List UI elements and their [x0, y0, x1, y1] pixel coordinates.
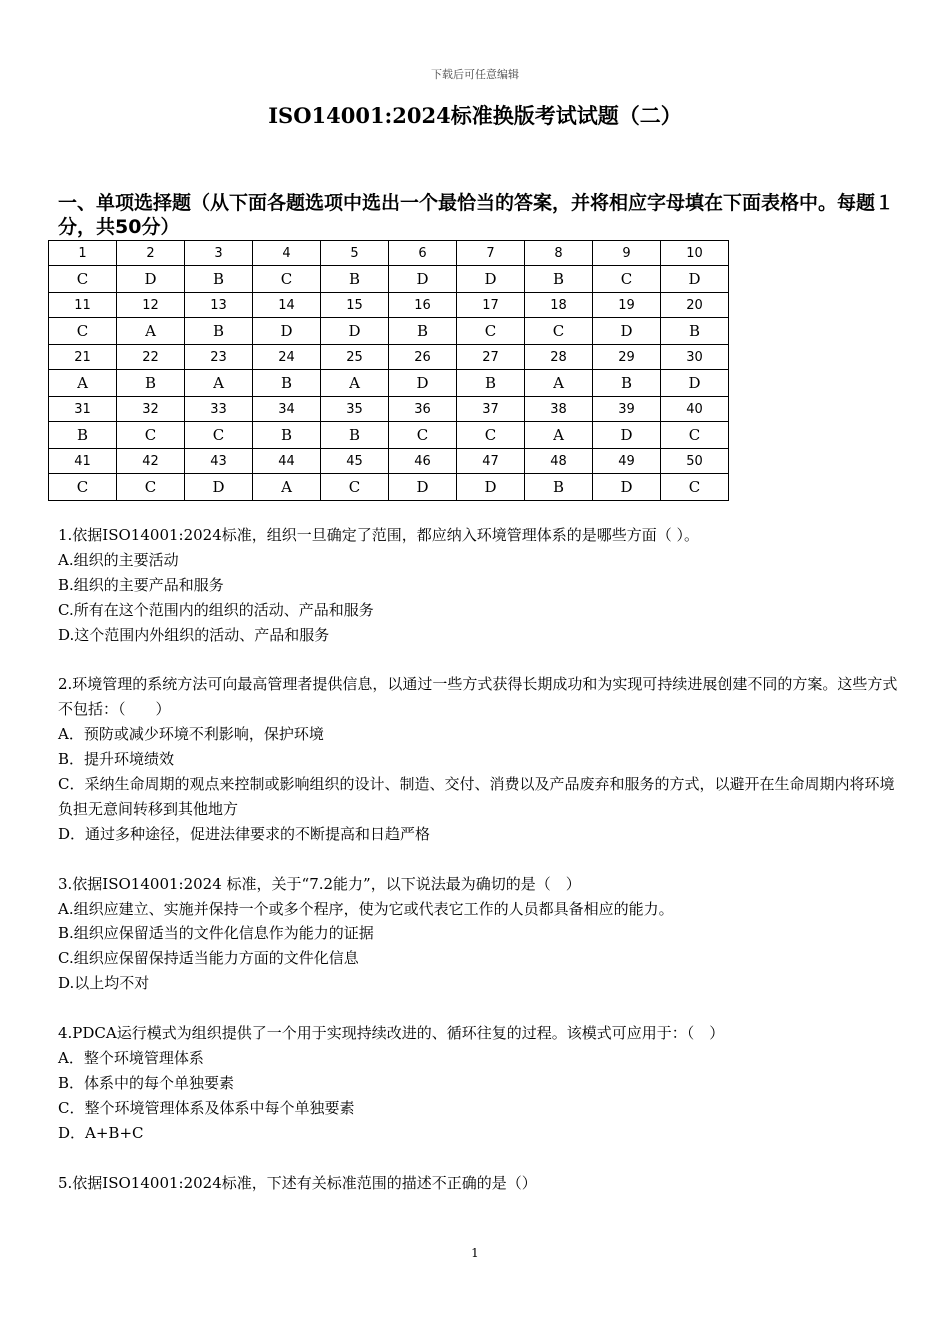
question-option: B．提升环境绩效: [58, 750, 175, 769]
question-number-cell: 29: [593, 345, 661, 370]
question-stem: 4.PDCA运行模式为组织提供了一个用于实现持续改进的、循环往复的过程。该模式可应用于：（ ）: [58, 1024, 725, 1043]
question-number-cell: 35: [321, 397, 389, 422]
question-number-cell: 19: [593, 293, 661, 318]
question-number-cell: 14: [253, 293, 321, 318]
question-item: [58, 523, 898, 648]
answer-table-answer-row: [49, 318, 729, 345]
question-number-cell: 48: [525, 449, 593, 474]
question-list: [58, 523, 898, 1220]
answer-cell: A: [185, 370, 253, 397]
question-number-cell: 11: [49, 293, 117, 318]
answer-cell: C: [661, 474, 729, 501]
question-number-cell: 20: [661, 293, 729, 318]
question-option: A．预防或减少环境不利影响，保护环境: [58, 725, 324, 744]
question-option: B.组织的主要产品和服务: [58, 575, 224, 594]
answer-cell: B: [389, 318, 457, 345]
question-number-cell: 28: [525, 345, 593, 370]
answer-table-number-row: [49, 241, 729, 266]
answer-cell: B: [117, 370, 185, 397]
question-number-cell: 10: [661, 241, 729, 266]
answer-table-number-row: [49, 449, 729, 474]
question-number-cell: 13: [185, 293, 253, 318]
answer-cell: B: [593, 370, 661, 397]
answer-cell: D: [321, 318, 389, 345]
question-option: A．整个环境管理体系: [58, 1048, 204, 1067]
question-item: [58, 1171, 898, 1196]
question-number-cell: 42: [117, 449, 185, 474]
answer-cell: D: [661, 266, 729, 293]
question-number-cell: 44: [253, 449, 321, 474]
answer-cell: A: [321, 370, 389, 397]
question-number-cell: 21: [49, 345, 117, 370]
question-option: D．通过多种途径，促进法律要求的不断提高和日趋严格: [58, 824, 431, 843]
question-number-cell: 41: [49, 449, 117, 474]
answer-cell: C: [49, 318, 117, 345]
answer-cell: B: [253, 370, 321, 397]
question-number-cell: 4: [253, 241, 321, 266]
question-option: C.组织应保留保持适当能力方面的文件化信息: [58, 949, 359, 968]
answer-table-number-row: [49, 345, 729, 370]
question-number-cell: 24: [253, 345, 321, 370]
question-number-cell: 22: [117, 345, 185, 370]
answer-cell: D: [185, 474, 253, 501]
answer-cell: D: [389, 370, 457, 397]
answer-cell: B: [185, 318, 253, 345]
question-option: D.以上均不对: [58, 974, 150, 993]
question-number-cell: 43: [185, 449, 253, 474]
question-number-cell: 9: [593, 241, 661, 266]
question-number-cell: 31: [49, 397, 117, 422]
question-option: C．采纳生命周期的观点来控制或影响组织的设计、制造、交付、消费以及产品废弃和服务的方式，以避开在生命周期内将环境负担无意间转移到其他地方: [58, 775, 895, 818]
question-option: D．A+B+C: [58, 1123, 144, 1142]
answer-table-answer-row: [49, 370, 729, 397]
question-number-cell: 5: [321, 241, 389, 266]
question-item: [58, 1021, 898, 1146]
question-number-cell: 32: [117, 397, 185, 422]
question-number-cell: 37: [457, 397, 525, 422]
answer-cell: D: [661, 370, 729, 397]
question-option: A.组织的主要活动: [58, 550, 179, 569]
answer-cell: C: [117, 474, 185, 501]
question-number-cell: 17: [457, 293, 525, 318]
answer-cell: D: [457, 474, 525, 501]
question-number-cell: 47: [457, 449, 525, 474]
answer-cell: C: [117, 422, 185, 449]
answer-cell: D: [593, 422, 661, 449]
answer-cell: D: [457, 266, 525, 293]
answer-cell: C: [49, 266, 117, 293]
question-number-cell: 33: [185, 397, 253, 422]
answer-cell: C: [253, 266, 321, 293]
question-number-cell: 16: [389, 293, 457, 318]
question-number-cell: 36: [389, 397, 457, 422]
answer-cell: B: [321, 266, 389, 293]
answer-cell: A: [49, 370, 117, 397]
question-number-cell: 46: [389, 449, 457, 474]
question-number-cell: 6: [389, 241, 457, 266]
question-option: C.所有在这个范围内的组织的活动、产品和服务: [58, 600, 374, 619]
answer-cell: D: [117, 266, 185, 293]
answer-cell: D: [593, 474, 661, 501]
header-note: 下载后可任意编辑: [431, 68, 519, 81]
question-number-cell: 15: [321, 293, 389, 318]
answer-table-answer-row: [49, 266, 729, 293]
question-stem: 5.依据ISO14001:2024标准，下述有关标准范围的描述不正确的是（）: [58, 1173, 537, 1192]
question-number-cell: 49: [593, 449, 661, 474]
question-item: [58, 872, 898, 997]
question-stem: 2.环境管理的系统方法可向最高管理者提供信息，以通过一些方式获得长期成功和为实现可持续进展创建不同的方案。这些方式不包括：（ ）: [58, 675, 898, 719]
question-number-cell: 7: [457, 241, 525, 266]
question-number-cell: 23: [185, 345, 253, 370]
answer-cell: B: [457, 370, 525, 397]
question-item: [58, 672, 898, 846]
answer-cell: C: [661, 422, 729, 449]
question-number-cell: 34: [253, 397, 321, 422]
answer-cell: C: [185, 422, 253, 449]
answer-cell: C: [389, 422, 457, 449]
answer-cell: A: [525, 370, 593, 397]
question-number-cell: 30: [661, 345, 729, 370]
answer-cell: C: [49, 474, 117, 501]
answer-cell: D: [389, 266, 457, 293]
answer-cell: C: [525, 318, 593, 345]
question-option: C．整个环境管理体系及体系中每个单独要素: [58, 1098, 355, 1117]
answer-cell: B: [525, 474, 593, 501]
question-number-cell: 40: [661, 397, 729, 422]
question-number-cell: 39: [593, 397, 661, 422]
question-option: A.组织应建立、实施并保持一个或多个程序，使为它或代表它工作的人员都具备相应的能力。: [58, 899, 674, 918]
answer-table-number-row: [49, 397, 729, 422]
question-number-cell: 26: [389, 345, 457, 370]
question-number-cell: 2: [117, 241, 185, 266]
section-title: 一、单项选择题（从下面各题选项中选出一个最恰当的答案，并将相应字母填在下面表格中。每题１分，共50分）: [58, 192, 895, 238]
answer-cell: B: [253, 422, 321, 449]
answer-cell: C: [457, 422, 525, 449]
answer-cell: D: [389, 474, 457, 501]
question-option: B．体系中的每个单独要素: [58, 1073, 235, 1092]
answer-cell: B: [49, 422, 117, 449]
question-option: D.这个范围内外组织的活动、产品和服务: [58, 625, 330, 644]
answer-table-answer-row: [49, 474, 729, 501]
question-number-cell: 50: [661, 449, 729, 474]
answer-table: [48, 240, 729, 501]
question-number-cell: 3: [185, 241, 253, 266]
answer-cell: D: [253, 318, 321, 345]
answer-table-number-row: [49, 293, 729, 318]
answer-cell: B: [321, 422, 389, 449]
question-number-cell: 45: [321, 449, 389, 474]
question-stem: 3.依据ISO14001:2024 标准，关于“7.2能力”，以下说法最为确切的是（ ）: [58, 874, 581, 893]
question-number-cell: 38: [525, 397, 593, 422]
question-number-cell: 8: [525, 241, 593, 266]
question-number-cell: 18: [525, 293, 593, 318]
question-stem: 1.依据ISO14001:2024标准，组织一旦确定了范围，都应纳入环境管理体系的是哪些方面（ ）。: [58, 526, 700, 544]
answer-cell: B: [185, 266, 253, 293]
answer-cell: A: [253, 474, 321, 501]
page-number: 1: [471, 1246, 479, 1260]
question-number-cell: 25: [321, 345, 389, 370]
answer-cell: B: [661, 318, 729, 345]
question-number-cell: 27: [457, 345, 525, 370]
answer-table-answer-row: [49, 422, 729, 449]
question-number-cell: 12: [117, 293, 185, 318]
answer-cell: C: [321, 474, 389, 501]
answer-cell: A: [525, 422, 593, 449]
document-title: ISO14001:2024标准换版考试试题（二）: [268, 103, 682, 128]
answer-cell: C: [457, 318, 525, 345]
question-number-cell: 1: [49, 241, 117, 266]
question-option: B.组织应保留适当的文件化信息作为能力的证据: [58, 924, 374, 943]
answer-cell: A: [117, 318, 185, 345]
answer-cell: C: [593, 266, 661, 293]
answer-cell: B: [525, 266, 593, 293]
answer-cell: D: [593, 318, 661, 345]
